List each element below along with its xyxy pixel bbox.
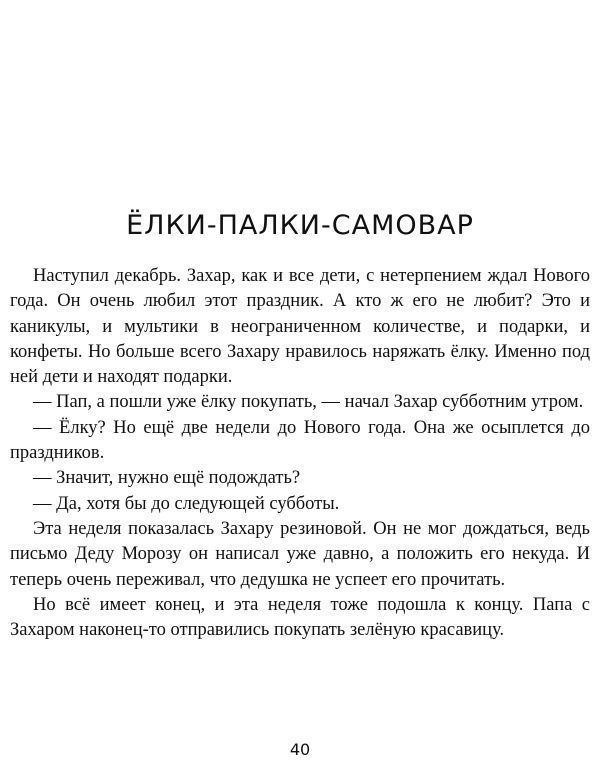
paragraph-4: — Значит, нужно ещё подождать?: [33, 468, 301, 489]
paragraph-6: Эта неделя показалась Захару резиновой. Он не мог дождаться, ведь письмо Деду Морозу он написал уже давно, а положить его некуда. И теперь очень переживал, что дедушка не успеет его прочитать.: [10, 518, 590, 590]
chapter-title: ЁЛКИ-ПАЛКИ-САМОВАР: [126, 210, 474, 241]
chapter-body: [10, 264, 590, 643]
paragraph-7: Но всё имеет конец, и эта неделя тоже подошла к концу. Папа с Захаром наконец-то отправились покупать зелёную красавицу.: [10, 594, 590, 641]
paragraph-1: Наступил декабрь. Захар, как и все дети, с нетерпением ждал Нового года. Он очень любил этот праздник. А кто ж его не любит? Это и каникулы, и мультики в неограниченном количестве, и подарки, и конфеты. Но больше всего Захару нравилось наряжать ёлку. Именно под ней дети и находят подарки.: [10, 266, 590, 388]
paragraph-3: — Ёлку? Но ещё две недели до Нового года. Она же осыплется до праздников.: [10, 417, 590, 464]
paragraph-2: — Пап, а пошли уже ёлку покупать, — начал Захар субботним утром.: [33, 392, 584, 413]
paragraph-5: — Да, хотя бы до следующей субботы.: [33, 493, 340, 514]
page-number: 40: [289, 740, 311, 759]
